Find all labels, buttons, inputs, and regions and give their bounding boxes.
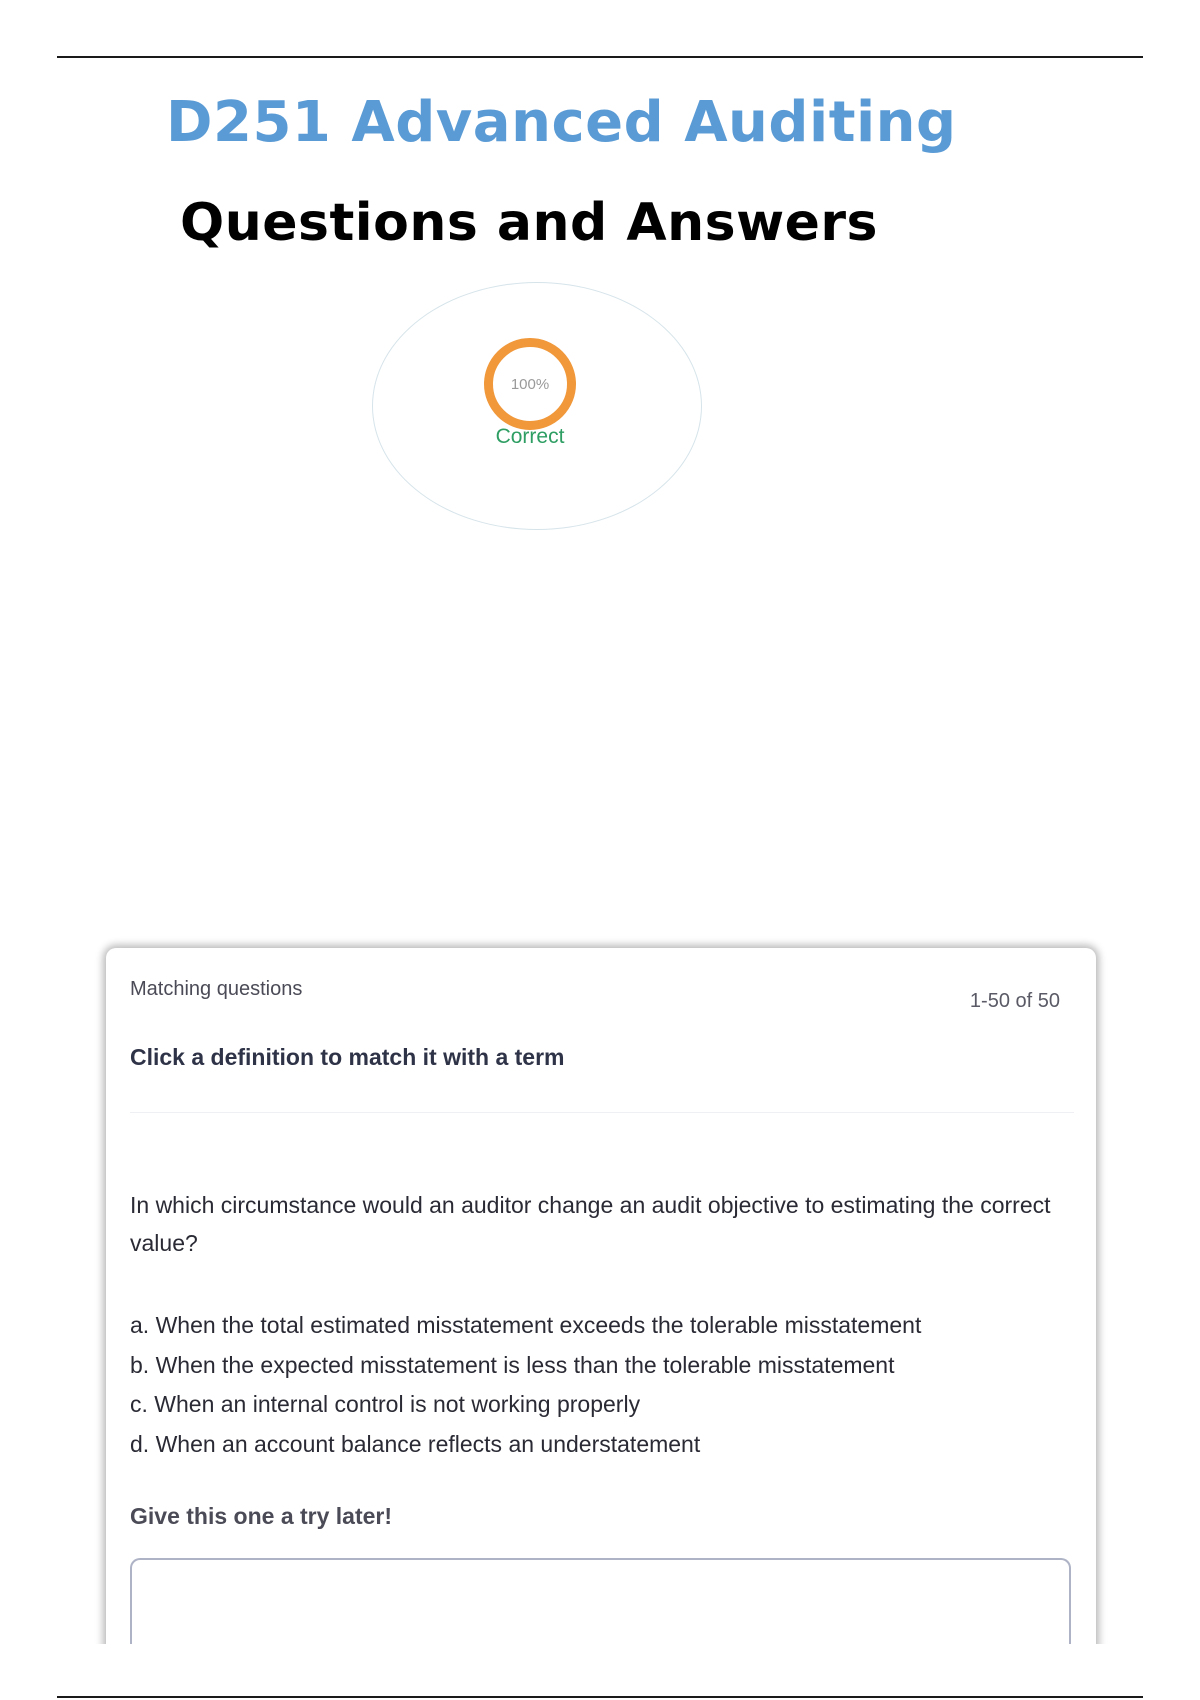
question-count: 1-50 of 50	[969, 990, 1060, 1012]
bottom-rule	[57, 1696, 1143, 1698]
option-d[interactable]: d. When an account balance reflects an understatement	[130, 1430, 701, 1457]
option-b[interactable]: b. When the expected misstatement is less than the tolerable misstatement	[130, 1351, 895, 1378]
question-text: In which circumstance would an auditor change an audit objective to estimating the correct value?	[130, 1192, 1051, 1256]
score-status: Correct	[495, 425, 565, 448]
option-c[interactable]: c. When an internal control is not working properly	[130, 1391, 641, 1417]
card-divider	[130, 1112, 1074, 1113]
question-card	[106, 948, 1096, 1700]
document-title: D251 Advanced Auditing	[166, 90, 957, 155]
score-ring-icon	[484, 338, 576, 430]
top-rule	[57, 56, 1143, 58]
page-footer-area	[0, 1644, 1200, 1700]
answer-options	[130, 1306, 1070, 1464]
try-later-label: Give this one a try later!	[130, 1503, 393, 1529]
document-subtitle: Questions and Answers	[180, 193, 878, 253]
card-header-label: Matching questions	[130, 978, 303, 1000]
option-a[interactable]: a. When the total estimated misstatement exceeds the tolerable misstatement	[130, 1312, 922, 1338]
score-percent: 100%	[510, 375, 550, 393]
card-instruction: Click a definition to match it with a term	[130, 1044, 565, 1070]
